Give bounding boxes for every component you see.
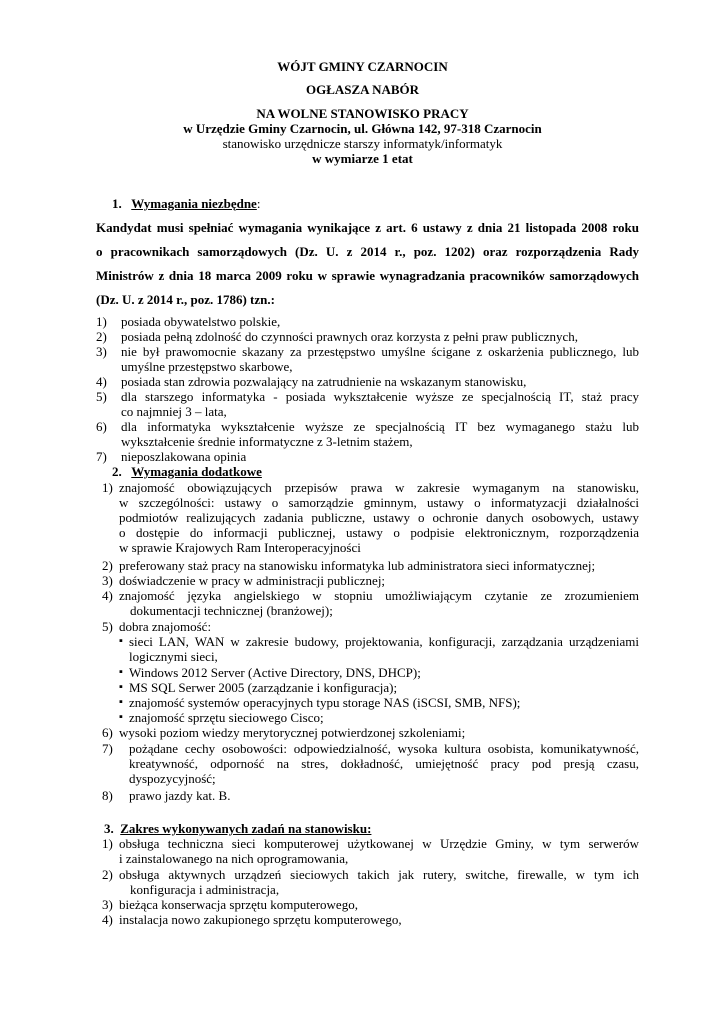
list-item: posiada stan zdrowia pozwalający na zatrudnienie na wskazanym stanowisku, [121, 374, 527, 389]
section1-title: Wymagania niezbędne [131, 196, 257, 211]
bullet-item: MS SQL Serwer 2005 (zarządzanie i konfiguracja); [129, 680, 398, 695]
section1-colon: : [256, 196, 261, 211]
section2-number: 2. [112, 464, 122, 479]
bullet-square-icon: ▪ [119, 681, 123, 693]
bullet-square-icon: ▪ [119, 635, 123, 647]
bullet-item-continuation: logicznymi sieci, [129, 649, 218, 664]
list-number: 1) [102, 480, 113, 495]
list-number: 5) [102, 619, 113, 634]
list-item-continuation: konfiguracja i administracja, [130, 882, 280, 897]
list-item: dla starszego informatyka - posiada wykształcenie wyższe ze specjalnością IT, staż pracy [121, 389, 639, 404]
list-number: 3) [102, 573, 113, 588]
list-item: pożądane cechy osobowości: odpowiedzialność, wysoka kultura osobista, komunikatywność, [129, 741, 639, 756]
list-number: 8) [102, 788, 113, 803]
list-item-continuation: umyślne przestępstwo skarbowe, [121, 359, 293, 374]
list-number: 2) [102, 867, 113, 882]
list-item: obsługa techniczna sieci komputerowej użytkowanej w Urzędzie Gminy, w tym serwerów [119, 836, 639, 851]
section1-intro-line: Kandydat musi spełniać wymagania wynikające z art. 6 ustawy z dnia 21 listopada 2008 roku [96, 220, 639, 235]
header-position: NA WOLNE STANOWISKO PRACY [256, 106, 469, 121]
header-announcement: OGŁASZA NABÓR [305, 82, 420, 97]
bullet-square-icon: ▪ [119, 711, 123, 723]
header-job-title: stanowisko urzędnicze starszy informatyk/informatyk [222, 136, 503, 151]
section2-title: Wymagania dodatkowe [131, 464, 262, 479]
header-title: WÓJT GMINY CZARNOCIN [277, 59, 448, 74]
list-item-continuation: w sprawie Krajowych Ram Interoperacyjności [119, 540, 361, 555]
section3-heading [104, 821, 371, 836]
bullet-square-icon: ▪ [119, 696, 123, 708]
section3-title: Zakres wykonywanych zadań na stanowisku: [120, 821, 372, 836]
list-item: posiada obywatelstwo polskie, [121, 314, 281, 329]
header-address: w Urzędzie Gminy Czarnocin, ul. Główna 142, 97-318 Czarnocin [183, 121, 542, 136]
header-workload: w wymiarze 1 etat [312, 151, 413, 166]
list-number: 2) [102, 558, 113, 573]
section1-intro-line: o pracownikach samorządowych (Dz. U. z 2014 r., poz. 1202) oraz rozporządzenia Rady [96, 244, 639, 259]
bullet-item: Windows 2012 Server (Active Directory, DNS, DHCP); [129, 665, 421, 680]
list-item: doświadczenie w pracy w administracji publicznej; [119, 573, 386, 588]
list-item-continuation: co najmniej 3 – lata, [121, 404, 227, 419]
bullet-square-icon: ▪ [119, 666, 123, 678]
list-item-continuation: kreatywność, odporność na stres, dokładność, umiejętność pracy pod presją czasu, [129, 756, 639, 771]
section3-number: 3. [104, 821, 114, 836]
list-number: 4) [102, 588, 113, 603]
list-number: 6) [102, 725, 113, 740]
bullet-item: znajomość systemów operacyjnych typu storage NAS (iSCSI, SMB, NFS); [129, 695, 521, 710]
section1-intro-line: Ministrów z dnia 18 marca 2009 roku w sprawie wynagradzania pracowników samorządowych [96, 268, 639, 283]
list-item: znajomość języka angielskiego w stopniu umożliwiającym czytanie ze zrozumieniem [119, 588, 639, 603]
section1-intro-line: (Dz. U. z 2014 r., poz. 1786) tzn.: [96, 292, 275, 307]
list-item-continuation: wykształcenie średnie informatyczne z 3-letnim stażem, [121, 434, 413, 449]
list-item: nie był prawomocnie skazany za przestępstwo umyślne ścigane z oskarżenia publicznego, lub [121, 344, 639, 359]
list-item: nieposzlakowana opinia [121, 449, 247, 464]
list-item: posiada pełną zdolność do czynności prawnych oraz korzysta z pełni praw publicznych, [121, 329, 579, 344]
bullet-item: znajomość sprzętu sieciowego Cisco; [129, 710, 324, 725]
list-number: 2) [96, 329, 107, 344]
list-item: prawo jazdy kat. B. [129, 788, 231, 803]
list-item: obsługa aktywnych urządzeń sieciowych takich jak rutery, switche, firewalle, w tym ich [119, 867, 639, 882]
bullet-item: sieci LAN, WAN w zakresie budowy, projektowania, konfiguracji, zarządzania urządzeniami [129, 634, 639, 649]
section1-number: 1. [112, 196, 122, 211]
list-item: dobra znajomość: [119, 619, 212, 634]
list-item-continuation: i zainstalowanego na nich oprogramowania, [119, 851, 349, 866]
list-item: znajomość obowiązujących przepisów prawa w zakresie wymaganym na stanowisku, [119, 480, 639, 495]
list-item-continuation: o dostępie do informacji publicznej, ustawy o podpisie elektronicznym, rozporządzenia [119, 525, 639, 540]
list-item: preferowany staż pracy na stanowisku informatyka lub administratora sieci informatycznej; [119, 558, 596, 573]
list-item-continuation: dyspozycyjność; [129, 771, 216, 786]
list-number: 4) [102, 912, 113, 927]
list-item: instalacja nowo zakupionego sprzętu komputerowego, [119, 912, 402, 927]
list-number: 6) [96, 419, 107, 434]
list-number: 3) [96, 344, 107, 359]
list-number: 3) [102, 897, 113, 912]
list-number: 1) [102, 836, 113, 851]
section2-heading [112, 464, 262, 479]
section1-heading [112, 196, 260, 211]
list-item-continuation: w szczególności: ustawy o samorządzie gminnym, ustawy o informatyzacji działalności [119, 495, 639, 510]
list-number: 5) [96, 389, 107, 404]
list-item: wysoki poziom wiedzy merytorycznej potwierdzonej szkoleniami; [119, 725, 466, 740]
list-item: dla informatyka wykształcenie wyższe ze specjalnością IT bez wymaganego stażu lub [121, 419, 639, 434]
list-item: bieżąca konserwacja sprzętu komputerowego, [119, 897, 358, 912]
list-number: 1) [96, 314, 107, 329]
list-number: 7) [96, 449, 107, 464]
list-item-continuation: dokumentacji technicznej (branżowej); [130, 603, 333, 618]
list-number: 7) [102, 741, 113, 756]
list-item-continuation: podmiotów realizujących zadania publiczne, ustawy o ochronie danych osobowych, ustawy [119, 510, 639, 525]
list-number: 4) [96, 374, 107, 389]
